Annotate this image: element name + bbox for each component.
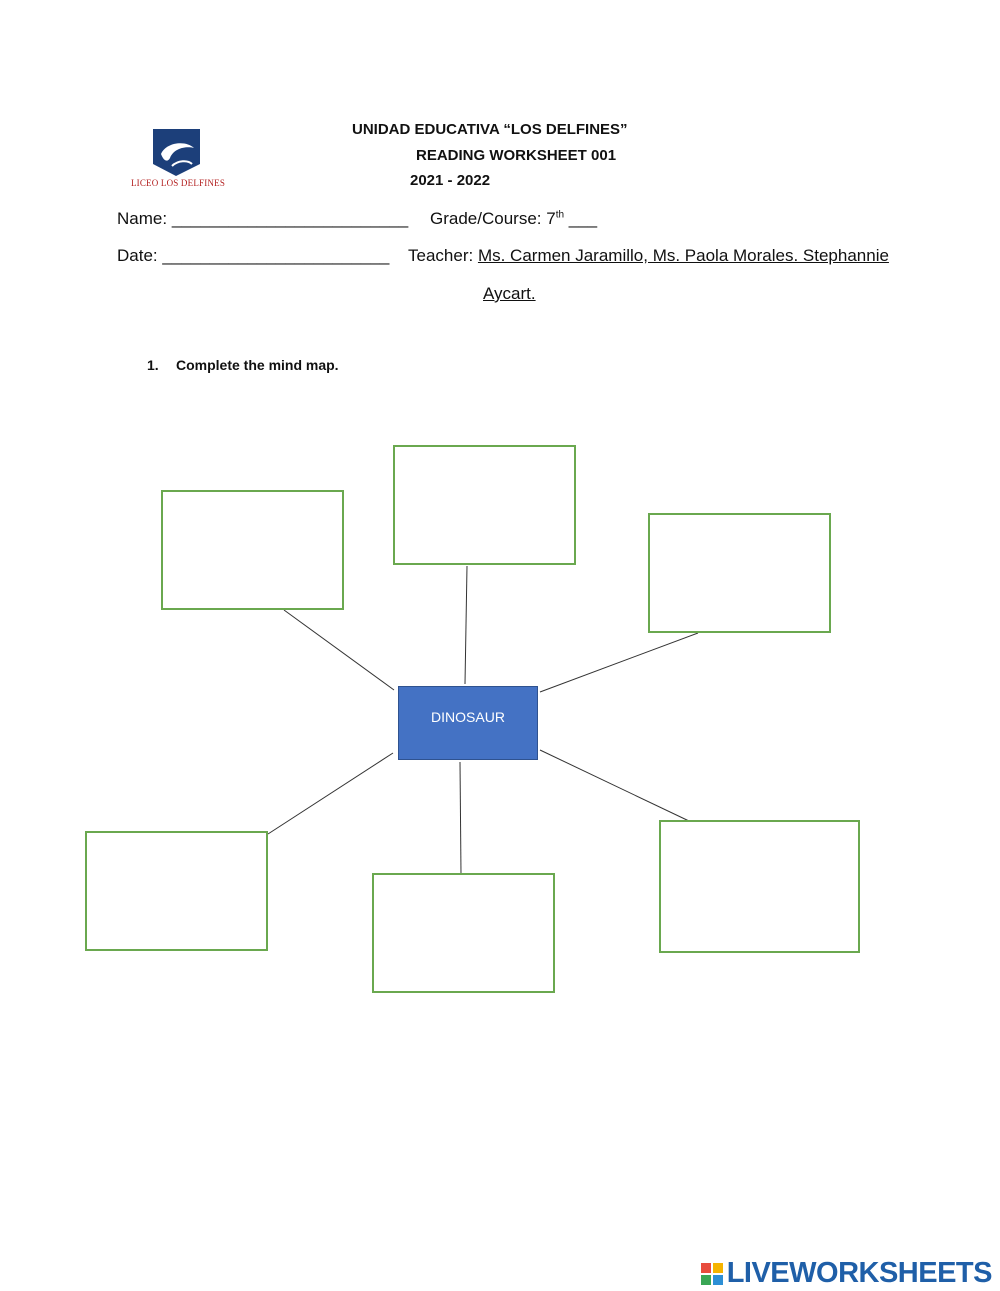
answer-box-bottom-right[interactable]: [659, 820, 860, 953]
date-blank[interactable]: ________________________: [162, 246, 390, 265]
name-label: Name:: [117, 209, 168, 228]
logo-caption: LICEO LOS DELFINES: [130, 178, 226, 188]
school-year: 2021 - 2022: [410, 172, 491, 189]
date-label: Date:: [117, 246, 158, 265]
school-title: UNIDAD EDUCATIVA “LOS DELFINES”: [352, 121, 628, 138]
mind-map-center-node: [398, 686, 538, 760]
teacher-label: Teacher:: [408, 246, 474, 265]
grade-blank[interactable]: ___: [568, 209, 598, 228]
connector-bottom: [460, 762, 461, 874]
teacher-names: Ms. Carmen Jaramillo, Ms. Paola Morales. Stephannie: [477, 246, 889, 265]
grade-label: Grade/Course: 7: [430, 209, 556, 228]
grade-superscript: th: [555, 209, 565, 221]
answer-box-top-right[interactable]: [648, 513, 831, 633]
worksheet-title: READING WORKSHEET 001: [416, 147, 617, 164]
connector-top-right: [540, 633, 698, 692]
connector-top-left: [284, 610, 394, 690]
name-blank[interactable]: _________________________: [171, 209, 409, 228]
liveworksheets-logo-icon: [701, 1263, 723, 1285]
brand-name: LIVEWORKSHEETS: [726, 1257, 992, 1289]
connector-bottom-right: [540, 750, 689, 821]
task-number: 1.: [147, 357, 159, 373]
answer-box-bottom[interactable]: [372, 873, 555, 993]
connector-bottom-left: [268, 753, 393, 834]
teacher-names-continued: Aycart.: [483, 284, 536, 303]
answer-box-top[interactable]: [393, 445, 576, 565]
answer-box-top-left[interactable]: [161, 490, 344, 610]
liveworksheets-brand: [701, 1257, 992, 1290]
connector-top: [465, 566, 467, 684]
answer-box-bottom-left[interactable]: [85, 831, 268, 951]
center-label: DINOSAUR: [431, 709, 505, 725]
task-text: Complete the mind map.: [176, 357, 339, 373]
